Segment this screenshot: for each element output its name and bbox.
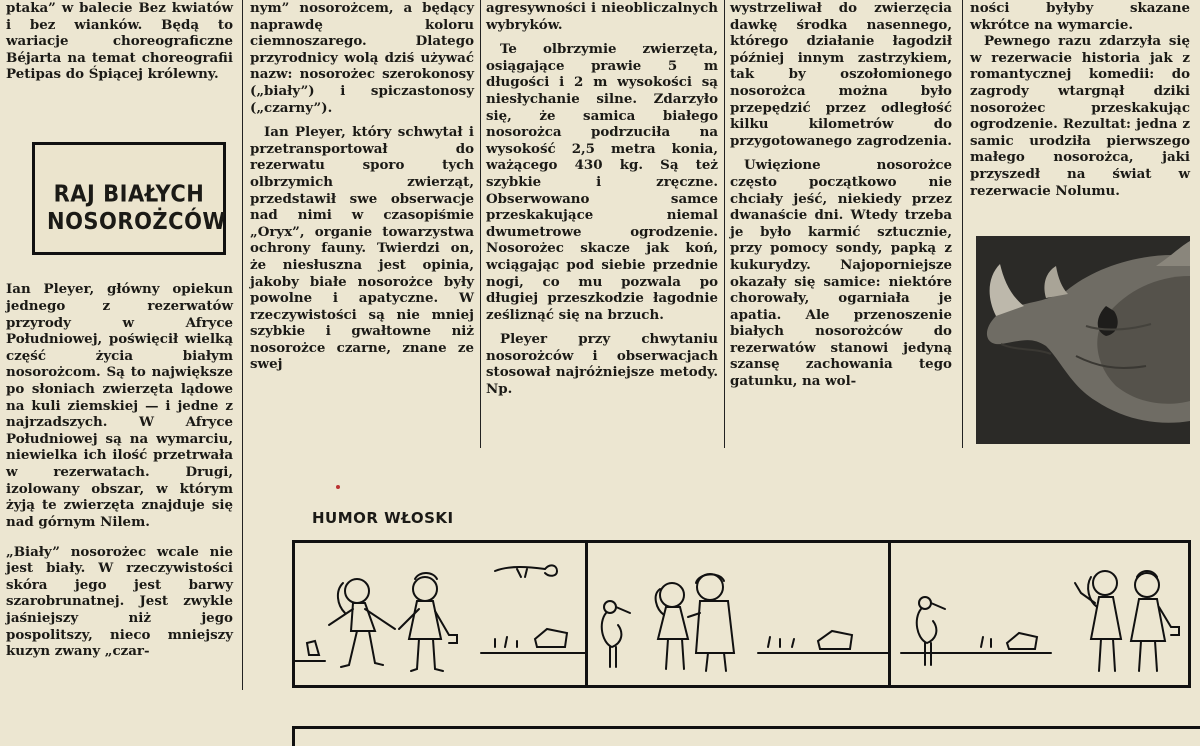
- stork-pointing-drawing: [891, 543, 1188, 685]
- column-1-body: [6, 268, 233, 673]
- rhino-photo: [976, 236, 1190, 444]
- humor-title: HUMOR WŁOSKI: [312, 509, 454, 527]
- column-5: [970, 0, 1190, 199]
- column-rule-2: [480, 0, 481, 448]
- column-1: [6, 0, 233, 83]
- column-3: [486, 0, 718, 398]
- col4-paragraph-1: wystrzeliwał do zwierzęcia dawkę środka nasennego, którego działanie łagodził później innym zastrzykiem, tak by oszołomionego nosorożca można było przepędzić przez odległość kilku kilometrów do przygotowanego zagrodzenia.: [730, 0, 952, 149]
- col5-paragraph-1: ności byłyby skazane wkrótce na wymarcie.: [970, 0, 1190, 33]
- col1-top-text: ptaka” w balecie Bez kwiatów i bez wianków. Będą to wariacje choreograficzne Béjarta na temat choreografii Petipas do Śpiącej królewny.: [6, 0, 233, 83]
- col1-paragraph-2: „Biały” nosorożec wcale nie jest biały. W rzeczywistości skóra jego jest barwy szarobrunatnej. Jest zwykle jaśniejszy niż jego pospolitszy, nieco mniejszy kuzyn zwany „czar-: [6, 543, 233, 660]
- red-mark-dot: [336, 485, 340, 489]
- rhino-illustration: [976, 236, 1190, 444]
- headline-box: [32, 142, 226, 255]
- col2-paragraph-1: nym” nosorożcem, a będący naprawdę koloru ciemnoszarego. Dlatego przyrodnicy wolą dziś używać nazw: nosorożec szerokonosy („biały”) i spiczastonosy („czarny”).: [250, 0, 474, 116]
- comic-panel-2: [588, 543, 888, 685]
- stork-kiss-drawing: [588, 543, 888, 685]
- next-article-frame: [292, 726, 1200, 746]
- comic-panel-3: [891, 543, 1188, 685]
- column-2: [250, 0, 474, 373]
- col1-paragraph-1: Ian Pleyer, główny opiekun jednego z rezerwatów przyrody w Afryce Południowej, poświęcił wielką część życia białym nosorożcom. Są to największe po słoniach zwierzęta lądowe na kuli ziemskiej — i jedne z najrzadszych. W Afryce Południowej są na wymarciu, niewielka ich ilość przetrwała w rezerwatach. Drugi, izolowany obszar, w którym żyją te zwierzęta znajduje się nad górnym Nilem.: [6, 281, 233, 530]
- column-rule-4: [962, 0, 963, 448]
- col4-paragraph-2: Uwięzione nosorożce często początkowo nie chciały jeść, niekiedy przez dwanaście dni. Wtedy trzeba je było karmić sztucznie, przy pomocy sondy, papką z kukurydzy. Najoporniejsze okazały się samice: niektóre chorowały, ogarniała je apatia. Ale przenoszenie białych nosorożców do rezerwatów stanowi jedyną szansę zachowania tego gatunku, na wol-: [730, 157, 952, 390]
- walking-couple-drawing: [295, 543, 585, 685]
- col3-paragraph-3: Pleyer przy chwytaniu nosorożców i obserwacjach stosował najróżniejsze metody. Np.: [486, 331, 718, 398]
- column-rule-1: [242, 0, 243, 690]
- column-4: [730, 0, 952, 390]
- col3-paragraph-1: agresywności i nieobliczalnych wybryków.: [486, 0, 718, 33]
- comic-panel-1: [295, 543, 585, 685]
- comic-strip: [292, 540, 1191, 688]
- column-rule-3: [724, 0, 725, 448]
- headline-title: RAJ BIAŁYCH NOSOROŻCÓW: [47, 180, 227, 235]
- col2-paragraph-2: Ian Pleyer, który schwytał i przetransportował do rezerwatu sporo tych olbrzymich zwierząt, przedstawił swe obserwacje nad nimi w czasopiśmie „Oryx”, organie towarzystwa ochrony fauny. Twierdzi on, że niesłuszna jest opinia, jakoby białe nosorożce były powolne i apatyczne. W rzeczywistości są nie mniej szybkie i gwałtowne niż nosorożce czarne, znane ze swej: [250, 124, 474, 373]
- col3-paragraph-2: Te olbrzymie zwierzęta, osiągające prawie 5 m długości i 2 m wysokości są niesłychanie silne. Zdarzyło się, że samica białego nosorożca podrzuciła na wysokość 2,5 metra konia, ważącego 430 kg. Są też szybkie i zręczne. Obserwowano samce przeskakujące niemal dwumetrowe ogrodzenie. Nosorożec skacze jak koń, wciągając pod siebie przednie nogi, co mu pozwala po długiej przeszkodzie łagodnie ześliznąć się na brzuch.: [486, 41, 718, 323]
- col5-paragraph-2: Pewnego razu zdarzyła się w rezerwacie historia jak z romantycznej komedii: do zagrody wtargnął dziki nosorożec przeskakując ogrodzenie. Rezultat: jedna z samic urodziła pierwszego małego nosorożca, jaki przyszedł na świat w rezerwacie Nolumu.: [970, 33, 1190, 199]
